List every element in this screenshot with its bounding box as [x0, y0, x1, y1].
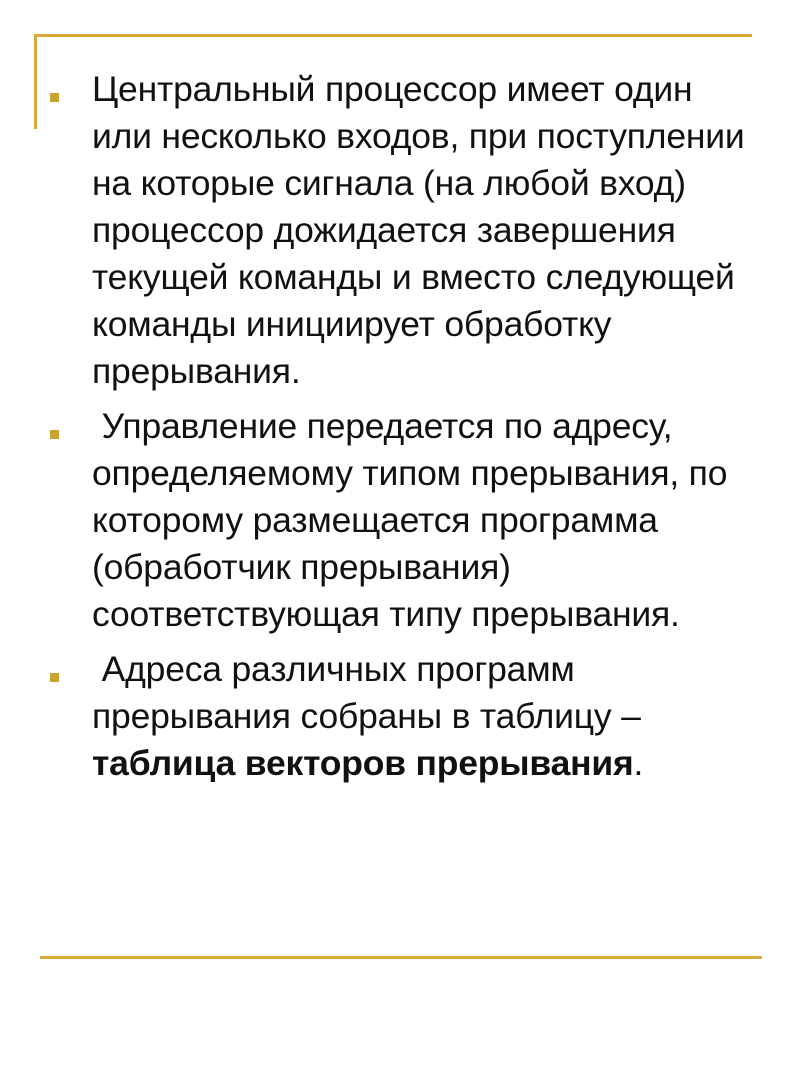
- bullet-text-1: Центральный процессор имеет один или несколько входов, при поступлении на которые сигнала (на любой вход) процессор дожидается завершения текущей команды и вместо следующей команды инициирует обработку прерывания.: [92, 69, 745, 391]
- square-bullet-icon: [50, 430, 59, 439]
- frame-left-line: [34, 34, 37, 129]
- frame-bottom-line: [40, 956, 762, 959]
- bullet-text-3: [92, 646, 750, 787]
- frame-top-line: [34, 34, 752, 37]
- bullet-text-2: Управление передается по адресу, определяемому типом прерывания, по которому размещается программа (обработчик прерывания) соответствующая типу прерывания.: [92, 406, 737, 634]
- square-bullet-icon: [50, 93, 59, 102]
- bullet-item-3: [50, 646, 750, 787]
- bullet-text-3-end: .: [633, 743, 644, 783]
- bullet-item-1: [50, 66, 750, 395]
- bullet-item-2: [50, 403, 750, 638]
- bullet-text-3-bold-term: таблица векторов прерывания: [92, 743, 634, 783]
- square-bullet-icon: [50, 673, 59, 682]
- bullet-text-3-start: Адреса различных программ прерывания собраны в таблицу –: [92, 649, 651, 736]
- slide-content: [50, 66, 750, 795]
